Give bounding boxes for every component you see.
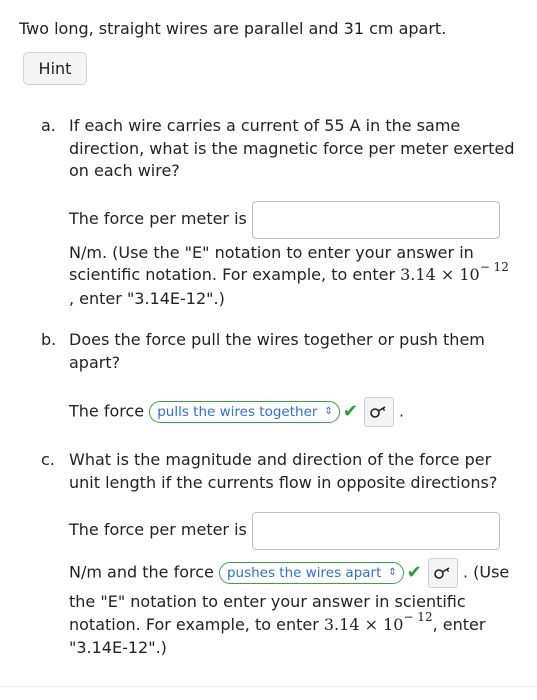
part-c-after-select: . (Use [462, 562, 510, 582]
part-a-letter: a. [41, 116, 56, 135]
part-c-answer-input[interactable] [252, 512, 500, 550]
part-c-select-value: pushes the wires apart [226, 564, 382, 581]
problem-intro: Two long, straight wires are parallel and 31 cm apart. [19, 19, 447, 38]
part-c-instruction-2-end: , enter [432, 615, 486, 634]
part-b-answer-row [69, 397, 404, 427]
part-b-question: Does the force pull the wires together or push them apart? [69, 330, 485, 372]
part-c-instruction-1: the "E" notation to enter your answer in scientific [69, 592, 466, 611]
part-b-trailing: . [399, 401, 405, 421]
hint-button[interactable]: Hint [23, 52, 87, 85]
part-a-answer-input[interactable] [252, 201, 500, 239]
part-a-lead: The force per meter is [69, 209, 247, 228]
part-a-instruction-2-text: scientific notation. For example, to enter [69, 265, 396, 284]
part-a-math-example: $3.14 \times 10^{- 12}$ [400, 260, 509, 284]
part-b-letter: b. [41, 330, 57, 349]
part-c-direction-select[interactable] [219, 562, 404, 584]
part-c-letter: c. [41, 450, 55, 469]
key-icon[interactable] [428, 558, 458, 588]
part-a-instruction-3: , enter "3.14E-12".) [69, 289, 225, 308]
chevron-updown-icon: ⇕ [388, 566, 397, 578]
check-icon: ✔ [342, 400, 358, 422]
part-c-math-example: $3.14 \times 10^{- 12}$ [323, 610, 433, 634]
divider [0, 686, 537, 687]
check-icon: ✔ [406, 561, 422, 583]
part-b-direction-select[interactable] [149, 401, 340, 423]
part-b-select-value: pulls the wires together [157, 403, 318, 420]
part-b-lead: The force [69, 401, 145, 421]
part-a-question: If each wire carries a current of 55 A in the same direction, what is the magnetic force per meter exerted on each wire? [69, 116, 515, 180]
part-c-answer-row [69, 558, 509, 588]
part-c-instruction-2 [69, 610, 486, 637]
chevron-updown-icon: ⇕ [324, 405, 333, 417]
key-icon[interactable] [364, 397, 394, 427]
part-c-instruction-2-text: notation. For example, to enter [69, 615, 319, 634]
part-c-mid: N/m and the force [69, 562, 214, 582]
part-a-instruction-2 [69, 260, 509, 287]
part-a-instruction-1: N/m. (Use the "E" notation to enter your answer in [69, 243, 474, 262]
part-c-question: What is the magnitude and direction of the force per unit length if the currents flow in opposite directions? [69, 450, 498, 492]
part-c-lead: The force per meter is [69, 520, 247, 539]
part-c-instruction-3: "3.14E-12".) [69, 638, 167, 657]
